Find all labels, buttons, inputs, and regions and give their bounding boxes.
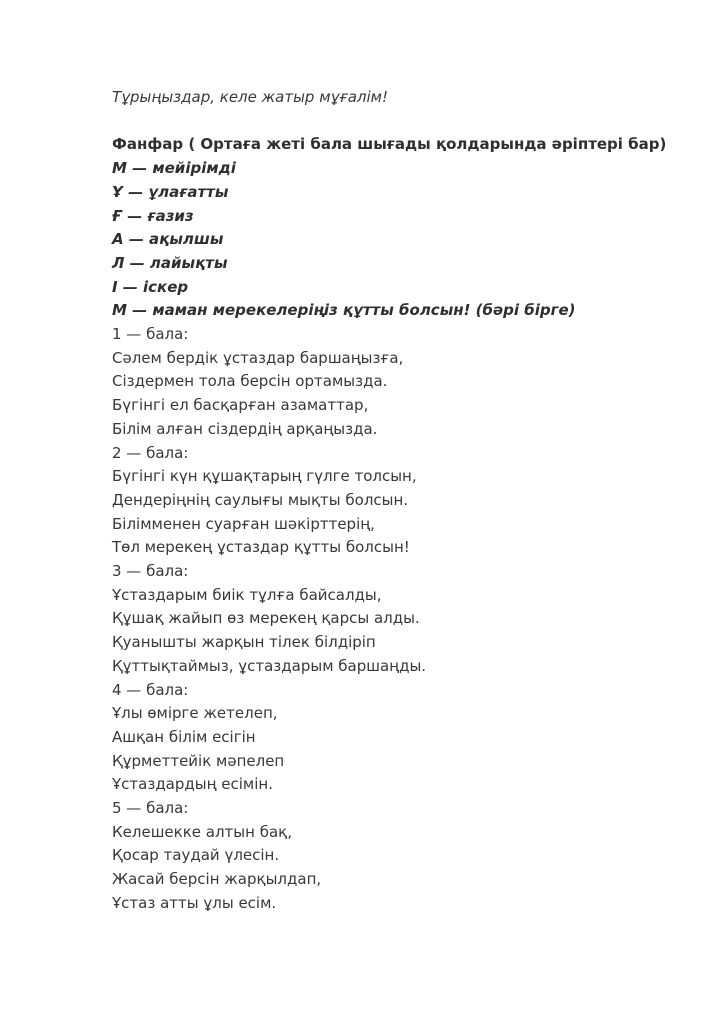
speaker-label: 1 — бала: xyxy=(112,325,189,344)
speaker-label: 5 — бала: xyxy=(112,799,189,818)
verse-line: Қуанышты жарқын тілек білдіріп xyxy=(112,633,376,652)
speaker-label: 3 — бала: xyxy=(112,562,189,581)
stanza-3 xyxy=(112,560,684,679)
verse-line: Ұстаздардың есімін. xyxy=(112,775,273,794)
verse-line: Құшақ жайып өз мерекең қарсы алды. xyxy=(112,609,420,628)
verse-line: Құрметтейік мәпелеп xyxy=(112,751,285,770)
speaker-label: 4 — бала: xyxy=(112,680,189,699)
verse-line: Дендеріңнің саулығы мықты болсын. xyxy=(112,490,409,509)
verse-line: Ұстаздарым биік тұлға байсалды, xyxy=(112,585,382,604)
verse-line: Ұлы өмірге жетелеп, xyxy=(112,704,278,723)
acrostic-line-i: І — іскер xyxy=(112,277,189,296)
acrostic-block xyxy=(112,157,684,323)
verse-line: Бүгінгі ел басқарған азаматтар, xyxy=(112,396,369,415)
speaker-label: 2 — бала: xyxy=(112,443,189,462)
verse-line: Сәлем бердік ұстаздар баршаңызға, xyxy=(112,348,404,367)
acrostic-line-u: Ұ — ұлағатты xyxy=(112,182,229,201)
acrostic-line-a: А — ақылшы xyxy=(112,230,224,249)
verse-line: Келешекке алтын бақ, xyxy=(112,822,292,841)
verse-line: Білім алған сіздердің арқаңызда. xyxy=(112,419,378,438)
stanza-2 xyxy=(112,442,684,561)
stanza-4 xyxy=(112,679,684,798)
acrostic-line-gh: Ғ — ғазиз xyxy=(112,206,194,225)
intro-line: Тұрыңыздар, келе жатыр мұғалім! xyxy=(112,88,389,106)
acrostic-line-l: Л — лайықты xyxy=(112,253,228,272)
stanza-5 xyxy=(112,797,684,916)
acrostic-line-m1: М — мейірімді xyxy=(112,159,236,178)
verse-line: Сіздермен тола берсін ортамызда. xyxy=(112,372,388,391)
verse-line: Құттықтаймыз, ұстаздарым баршаңды. xyxy=(112,656,427,675)
acrostic-line-m2: М — маман мерекелеріңіз құтты болсын! (бәрі бірге) xyxy=(112,301,576,320)
stanza-1 xyxy=(112,323,684,442)
verse-line: Жасай берсін жарқылдап, xyxy=(112,870,322,889)
verse-line: Ұстаз атты ұлы есім. xyxy=(112,893,277,912)
verse-line: Төл мерекең ұстаздар құтты болсын! xyxy=(112,538,410,557)
verse-line: Ашқан білім есігін xyxy=(112,727,256,746)
verse-line: Бүгінгі күн құшақтарың гүлге толсын, xyxy=(112,467,417,486)
verse-line: Білімменен суарған шәкірттерің, xyxy=(112,514,375,533)
scene-heading: Фанфар ( Ортаға жеті бала шығады қолдарында әріптері бар) xyxy=(112,135,667,154)
verse-line: Қосар таудай үлесін. xyxy=(112,846,280,865)
